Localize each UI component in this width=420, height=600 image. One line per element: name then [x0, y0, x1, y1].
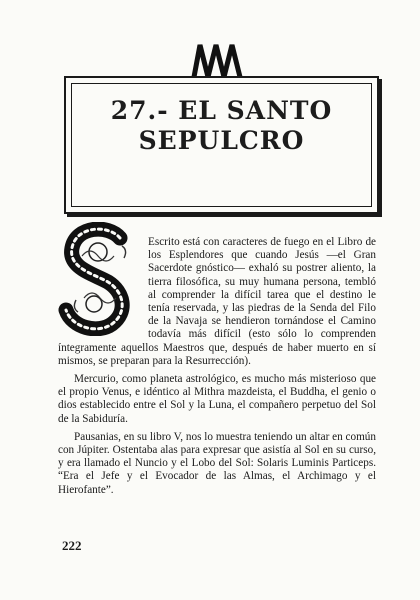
chapter-title-line2: SEPULCRO: [138, 126, 305, 155]
paragraph: Pausanias, en su libro V, nos lo muestra teniendo un altar en común con Júpiter. Ostentaba alas para expresar que asistía al Sol en su curso, y era llamado el Nuncio y el Lobo del Sol: Solaris Luminis Particeps. “Era el Jefe y el Evocador de las Almas, el Archimago y el Hierofante”.: [58, 430, 376, 496]
chapter-title-line1: 27.- EL SANTO: [110, 96, 333, 125]
page-number: 222: [62, 538, 82, 553]
paragraph: Mercurio, como planeta astrológico, es mucho más misterioso que el propio Venus, e idéntico al Mithra mazdeista, el Buddha, el genio o dios establecido entre el Sol y la Luna, el compañero perpetuo del Sol de la Sabiduría.: [58, 373, 376, 425]
drop-cap-letter: E: [148, 236, 155, 248]
paragraph: [58, 236, 376, 368]
paragraph-text: scrito está con caracteres de fuego en el Libro de los Esplendores que cuando Jesús —el Gran Sacerdote gnóstico— exhaló su postrer aliento, la tierra filosófica, su muy humana persona, tembló al comprender la difícil tarea que el destino le tenía reservada, y las piedras de la Senda del Filo de la Navaja se hendieron tornándose el Camino todavía más difícil (esto sólo lo comprenden íntegramente aquellos Maestros que, después de haber muerto en sí mismos, se preparan para la Resurrección).: [58, 236, 376, 367]
chapter-title: [64, 96, 379, 156]
body-text: [58, 236, 376, 502]
